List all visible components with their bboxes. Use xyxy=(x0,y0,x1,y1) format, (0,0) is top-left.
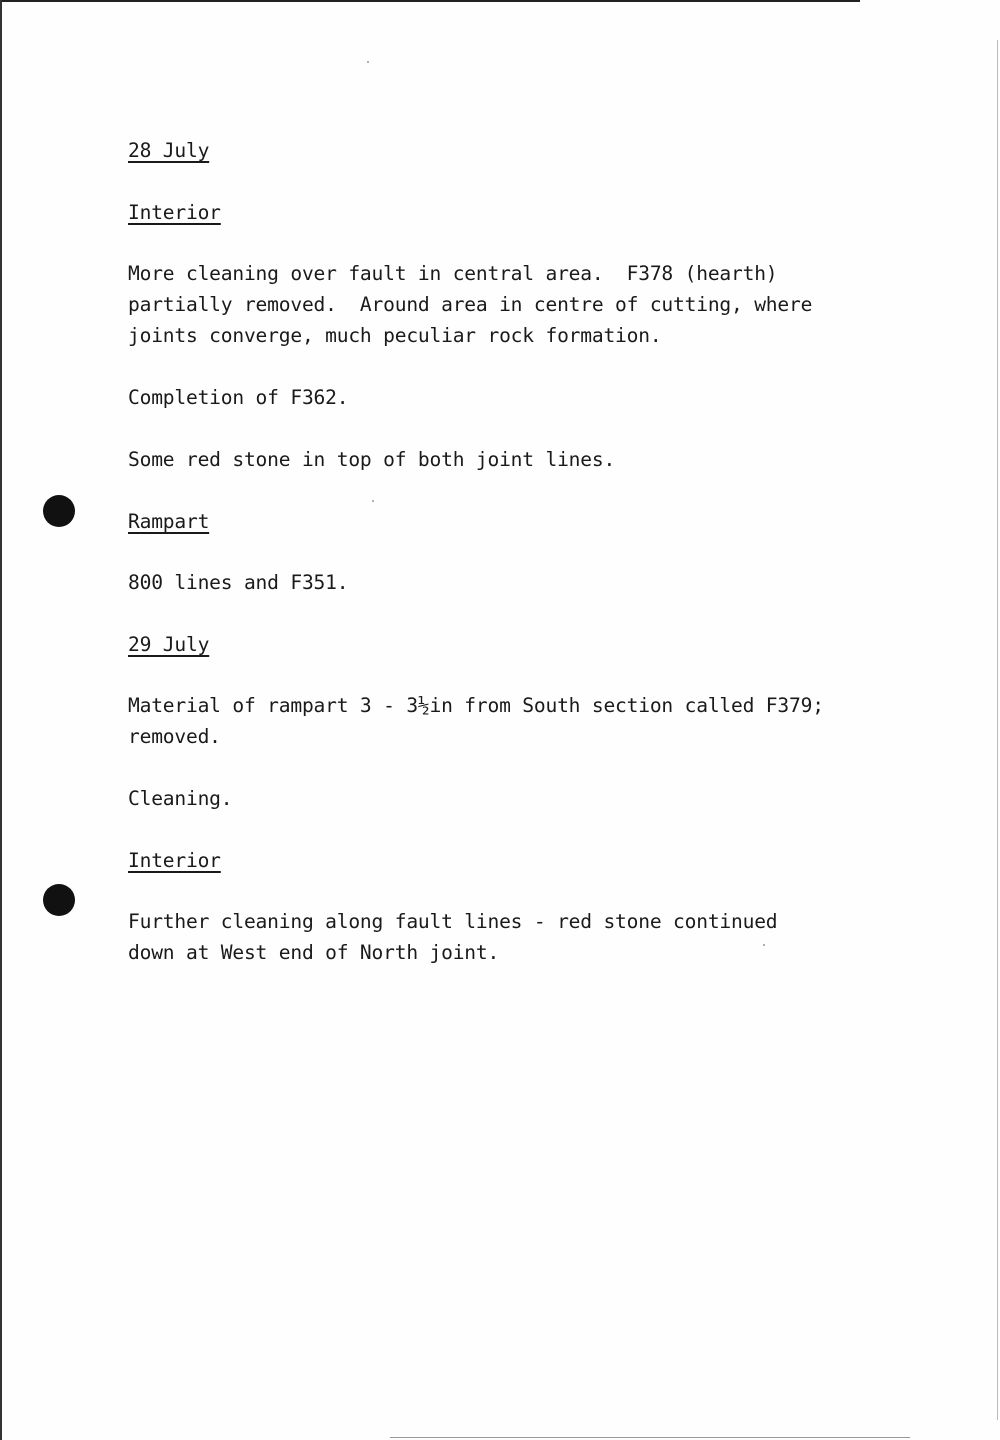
paragraph-completion: Completion of F362. xyxy=(128,386,349,409)
scan-speck xyxy=(372,500,374,502)
paragraph-cleaning-fault: More cleaning over fault in central area. F378 (hearth) partially removed. Around area in centre of cutting, where joints converge, much peculiar rock formation. xyxy=(128,262,813,347)
section-heading-rampart: Rampart xyxy=(128,510,210,533)
paragraph-material-rampart: Material of rampart 3 - 3½in from South section called F379; removed. xyxy=(128,694,824,748)
page-edge-right xyxy=(997,40,998,1420)
date-heading-29-july: 29 July xyxy=(128,633,210,656)
punch-hole-upper xyxy=(43,495,75,527)
page-edge-bottom xyxy=(390,1437,910,1438)
paragraph-further-cleaning: Further cleaning along fault lines - red stone continued down at West end of North joint. xyxy=(128,910,778,964)
section-heading-interior-2: Interior xyxy=(128,849,221,872)
section-heading-interior: Interior xyxy=(128,201,221,224)
scan-speck xyxy=(367,61,369,63)
page-edge-top xyxy=(0,0,860,2)
page-edge-left xyxy=(0,0,2,1440)
paragraph-lines: 800 lines and F351. xyxy=(128,571,349,594)
paragraph-cleaning: Cleaning. xyxy=(128,787,233,810)
paragraph-red-stone: Some red stone in top of both joint lines. xyxy=(128,448,616,471)
date-heading-28-july: 28 July xyxy=(128,139,210,162)
punch-hole-lower xyxy=(43,884,75,916)
